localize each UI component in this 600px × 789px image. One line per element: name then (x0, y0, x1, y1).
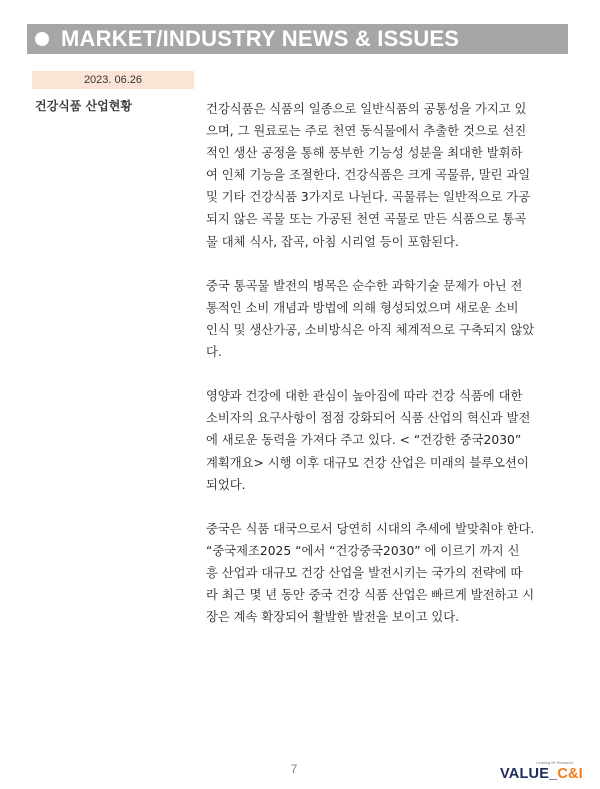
paragraph-gap (206, 363, 568, 385)
paragraph-line: 계획개요> 시행 이후 대규모 건강 산업은 미래의 블루오션이 (206, 455, 529, 470)
logo-wordmark (500, 766, 583, 782)
paragraph-line: 에 새로운 동력을 가져다 주고 있다. < “건강한 중국2030” (206, 433, 522, 448)
article-body (206, 98, 568, 628)
company-logo (500, 760, 583, 784)
article-topic-label: 건강식품 산업현황 (35, 99, 132, 113)
article-paragraph (206, 98, 568, 253)
paragraph-line: 적인 생산 공정을 통해 풍부한 기능성 성분을 최대한 발휘하 (206, 146, 523, 161)
paragraph-line: 영양과 건강에 대한 관심이 높아짐에 따라 건강 식품에 대한 (206, 389, 523, 404)
paragraph-line: 건강식품은 식품의 일종으로 일반식품의 공통성을 가지고 있 (206, 102, 527, 116)
paragraph-gap (206, 496, 568, 518)
article-paragraph (206, 385, 568, 495)
paragraph-gap (206, 253, 568, 275)
paragraph-line: 인식 및 생산가공, 소비방식은 아직 체계적으로 구축되지 않았 (206, 322, 535, 337)
article-date: 2023. 06.26 (32, 71, 194, 89)
paragraph-line: 및 기타 건강식품 3가지로 나뉜다. 곡물류는 일반적으로 가공 (206, 190, 531, 205)
logo-tagline: Leading IR Research (536, 760, 574, 765)
paragraph-line: 장은 계속 확장되어 활발한 발전을 보이고 있다. (206, 610, 460, 625)
paragraph-line: 중국 통곡물 발전의 병목은 순수한 과학기술 문제가 아닌 전 (206, 278, 523, 293)
bullet-icon (35, 32, 49, 46)
logo-text: VALUE_ (500, 766, 558, 782)
section-header-title: MARKET/INDUSTRY NEWS & ISSUES (61, 26, 460, 51)
paragraph-line: 중국은 식품 대국으로서 당연히 시대의 추세에 발맞춰야 한다. (206, 521, 535, 536)
paragraph-line: 흥 산업과 대규모 건강 산업을 발전시키는 국가의 전략에 따 (206, 565, 523, 580)
logo-accent-text: C&I (557, 766, 583, 782)
paragraph-line: 여 인체 기능을 조절한다. 건강식품은 크게 곡물류, 말린 과일 (206, 168, 531, 183)
paragraph-line: 라 최근 몇 년 동안 중국 건강 식품 산업은 빠르게 발전하고 시 (206, 588, 535, 603)
paragraph-line: 되지 않은 곡물 또는 가공된 천연 곡물로 만든 식품으로 통곡 (206, 212, 527, 227)
paragraph-line: 물 대체 식사, 잡곡, 아침 시리얼 등이 포함된다. (206, 234, 459, 249)
page-number: 7 (290, 762, 298, 776)
paragraph-line: 되었다. (206, 477, 246, 492)
paragraph-line: 으며, 그 원료로는 주로 천연 동식물에서 추출한 것으로 선진 (206, 124, 527, 139)
article-paragraph (206, 275, 568, 363)
paragraph-line: 다. (206, 345, 222, 360)
section-header-bar (27, 24, 568, 54)
paragraph-line: 통적인 소비 개념과 방법에 의해 형성되었으며 새로운 소비 (206, 300, 519, 315)
paragraph-line: “중국제조2025 “에서 “건강중국2030” 에 이르기 까지 신 (206, 543, 520, 558)
paragraph-line: 소비자의 요구사항이 점점 강화되어 식품 산업의 혁신과 발전 (206, 411, 531, 426)
article-paragraph (206, 518, 568, 628)
